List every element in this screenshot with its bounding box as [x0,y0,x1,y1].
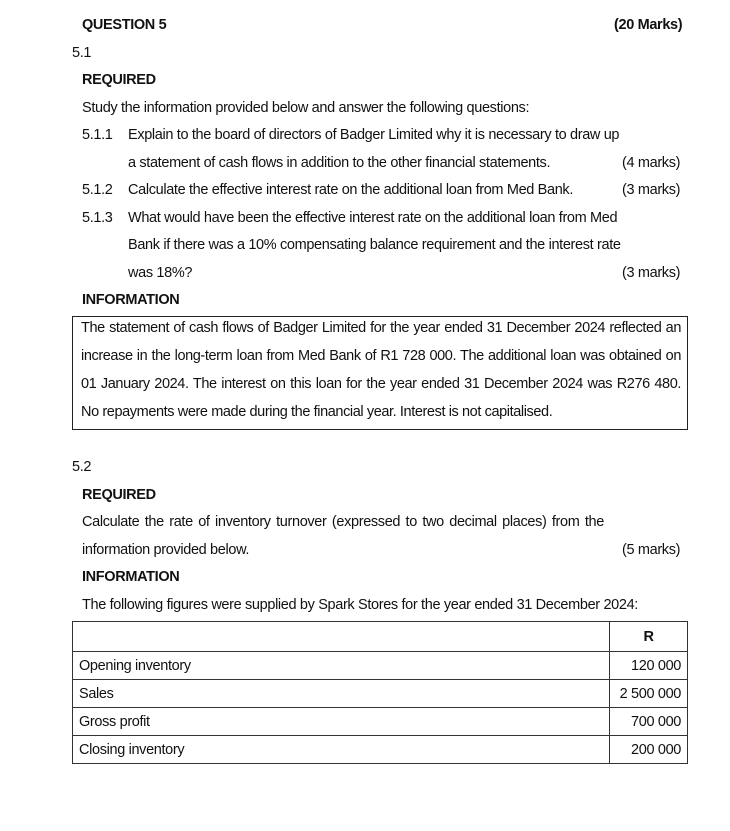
row-amount: 120 000 [610,652,688,680]
item-text-5-1-1-line2: a statement of cash flows in addition to the other financial statements. [128,155,551,171]
item-text-5-1-1-line1: Explain to the board of directors of Badger Limited why it is necessary to draw up [128,127,620,143]
table-header-row [73,622,688,652]
required-text-5-2-line2: information provided below. [82,542,250,558]
table-row [73,736,688,764]
row-label: Sales [73,680,610,708]
item-marks-5-1-1: (4 marks) [622,155,681,171]
row-amount: 2 500 000 [610,680,688,708]
table-row [73,680,688,708]
table-row [73,708,688,736]
question-title: QUESTION 5 [82,17,167,33]
item-number-5-1-1: 5.1.1 [82,127,113,143]
section-number-5-2: 5.2 [72,459,92,475]
item-text-5-1-3-line2: Bank if there was a 10% compensating balance requirement and the interest rate [128,237,621,253]
question-marks: (20 Marks) [614,17,683,33]
table-header-label-cell [73,622,610,652]
inventory-figures-table [72,621,688,764]
row-label: Gross profit [73,708,610,736]
table-header-currency: R [610,622,688,652]
intro-5-2: The following figures were supplied by Spark Stores for the year ended 31 December 2024: [82,597,638,613]
intro-5-1: Study the information provided below and answer the following questions: [82,100,530,116]
item-text-5-1-3-line3: was 18%? [128,265,193,281]
required-text-5-2-line1: Calculate the rate of inventory turnover (expressed to two decimal places) from the [82,514,604,530]
row-amount: 200 000 [610,736,688,764]
required-heading-5-2: REQUIRED [82,487,156,503]
item-text-5-1-3-line1: What would have been the effective interest rate on the additional loan from Med [128,210,618,226]
info-text-5-1: The statement of cash flows of Badger Limited for the year ended 31 December 2024 reflected an increase in the long-term loan from Med Bank of R1 728 000. The additional loan was obtained on 01 January 2024. The interest on this loan for the year ended 31 December 2024 was R276 480. No repayments were made during the financial year. Interest is not capitalised. [81,320,681,420]
row-label: Closing inventory [73,736,610,764]
required-heading-5-1: REQUIRED [82,72,156,88]
marks-5-2: (5 marks) [622,542,681,558]
info-heading-5-2: INFORMATION [82,569,180,585]
section-number-5-1: 5.1 [72,45,92,61]
item-number-5-1-3: 5.1.3 [82,210,113,226]
table-row [73,652,688,680]
item-number-5-1-2: 5.1.2 [82,182,113,198]
item-marks-5-1-2: (3 marks) [622,182,681,198]
item-marks-5-1-3: (3 marks) [622,265,681,281]
info-heading-5-1: INFORMATION [82,292,180,308]
row-label: Opening inventory [73,652,610,680]
item-text-5-1-2: Calculate the effective interest rate on the additional loan from Med Bank. [128,182,574,198]
row-amount: 700 000 [610,708,688,736]
